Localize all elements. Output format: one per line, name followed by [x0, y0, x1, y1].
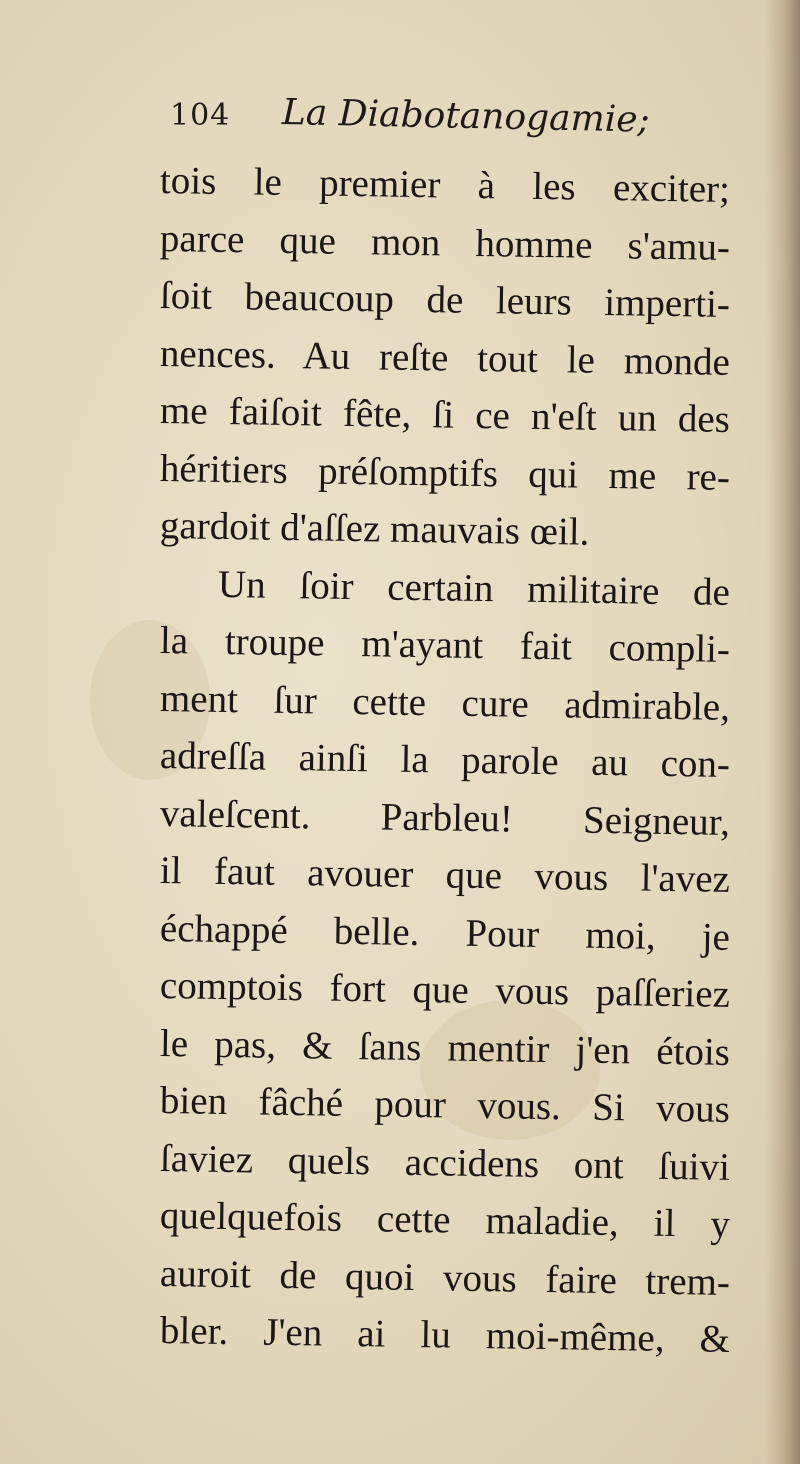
text-line: parce que mon homme s'amu-: [159, 216, 731, 269]
text-line: quelquefois cette maladie, il y: [159, 1194, 731, 1246]
page-header: [170, 92, 730, 142]
paragraph-end-line: gardoit d'aſſez mauvais œil.: [159, 504, 590, 554]
page-gutter: [766, 0, 800, 1464]
text-line: héritiers préſomptifs qui me re-: [159, 446, 731, 499]
page-number: 104: [170, 98, 231, 133]
text-line: auroit de quoi vous faire trem-: [159, 1251, 731, 1304]
text-line: adreſſa ainſi la parole au con-: [159, 734, 731, 786]
text-line: bler. J'en ai lu moi-même, &: [159, 1309, 731, 1361]
text-line: échappé belle. Pour moi, je: [159, 906, 731, 959]
text-line: le pas, & ſans mentir j'en étois: [159, 1021, 731, 1074]
text-line: la troupe m'ayant fait compli-: [159, 619, 731, 671]
paragraph-start-line: Un ſoir certain militaire de: [217, 562, 731, 614]
text-line: valeſcent. Parbleu! Seigneur,: [159, 791, 731, 844]
text-line: il faut avouer que vous l'avez: [159, 849, 731, 901]
body-text: [160, 152, 730, 1360]
text-line: ſaviez quels accidens ont ſuivi: [159, 1136, 731, 1189]
running-title: La Diabotanogamie;: [281, 92, 651, 141]
text-line: ſoit beaucoup de leurs imperti-: [159, 274, 731, 326]
text-line: bien fâché pour vous. Si vous: [159, 1079, 731, 1131]
text-line: tois le premier à les exciter;: [159, 159, 731, 211]
text-line: nences. Au reſte tout le monde: [159, 331, 731, 384]
text-line: me faiſoit fête, ſi ce n'eſt un des: [159, 389, 731, 441]
text-line: comptois fort que vous paſſeriez: [159, 964, 731, 1016]
text-line: ment ſur cette cure admirable,: [159, 676, 731, 729]
